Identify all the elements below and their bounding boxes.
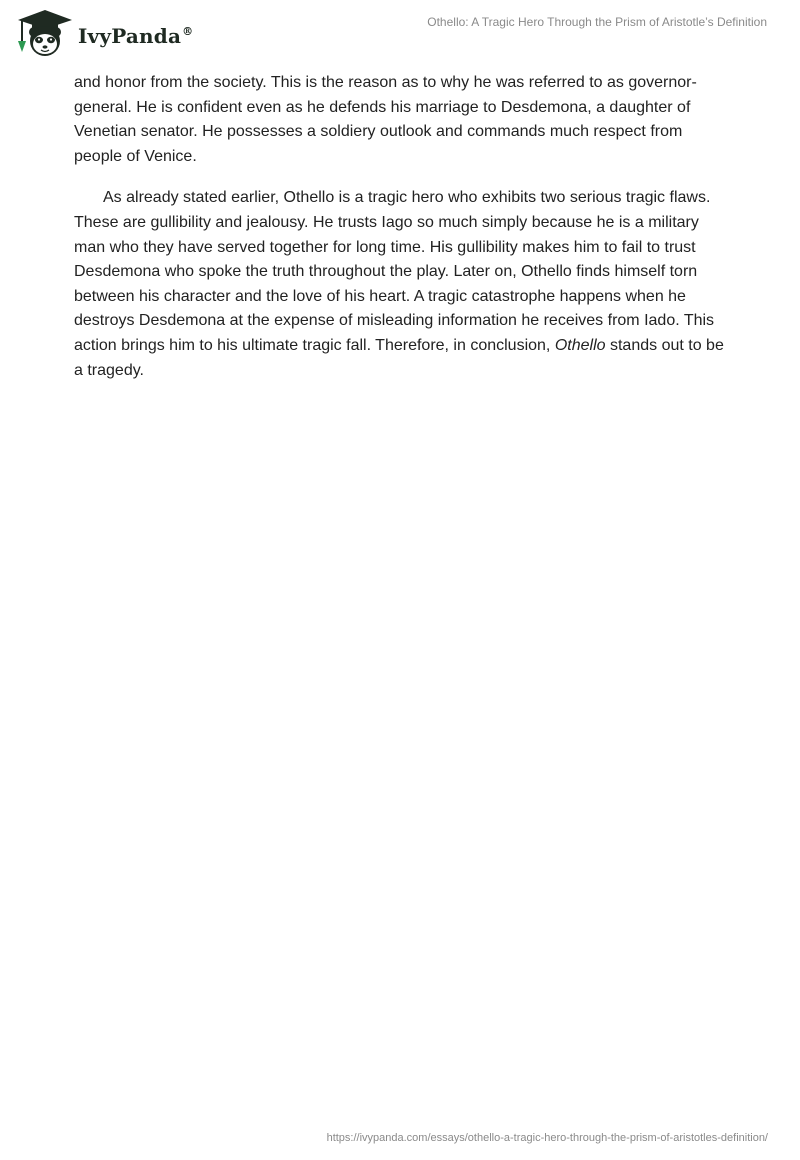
conclusion-end-text: stands out to be a tragedy. (74, 336, 724, 379)
conclusion-text: As already stated earlier, Othello is a tragic hero who exhibits two serious tragic flaws. These are gullibility and jealousy. He trusts Iago so much simply because he is a military man who they have served together for long time. His gullibility makes him to fail to trust Desdemona who spoke the truth throughout the play. Later on, Othello finds himself torn between his character and the love of his heart. A tragic catastrophe happens when he destroys Desdemona at the expense of misleading information he receives from Iado. This action brings him to his ultimate tragic fall. Therefore, in conclusion, (74, 189, 715, 354)
ivypanda-logo[interactable] (14, 8, 193, 60)
logo-text: IvyPanda® (78, 24, 194, 48)
play-title-italic: Othello (554, 336, 606, 354)
panda-graduate-icon (14, 8, 76, 60)
page-header (0, 0, 800, 64)
paragraph-conclusion (74, 186, 728, 383)
paragraph-continued: and honor from the society. This is the reason as to why he was referred to as governor-general. He is confident even as he defends his marriage to Desdemona, a daughter of Venetian senator. He possesses a soldiery outlook and commands much respect from people of Venice. (74, 74, 697, 165)
source-url[interactable]: https://ivypanda.com/essays/othello-a-tragic-hero-through-the-prism-of-aristotles-definition/ (326, 1132, 768, 1144)
essay-body (74, 71, 728, 400)
document-title: Othello: A Tragic Hero Through the Prism of Aristotle’s Definition (427, 15, 767, 29)
